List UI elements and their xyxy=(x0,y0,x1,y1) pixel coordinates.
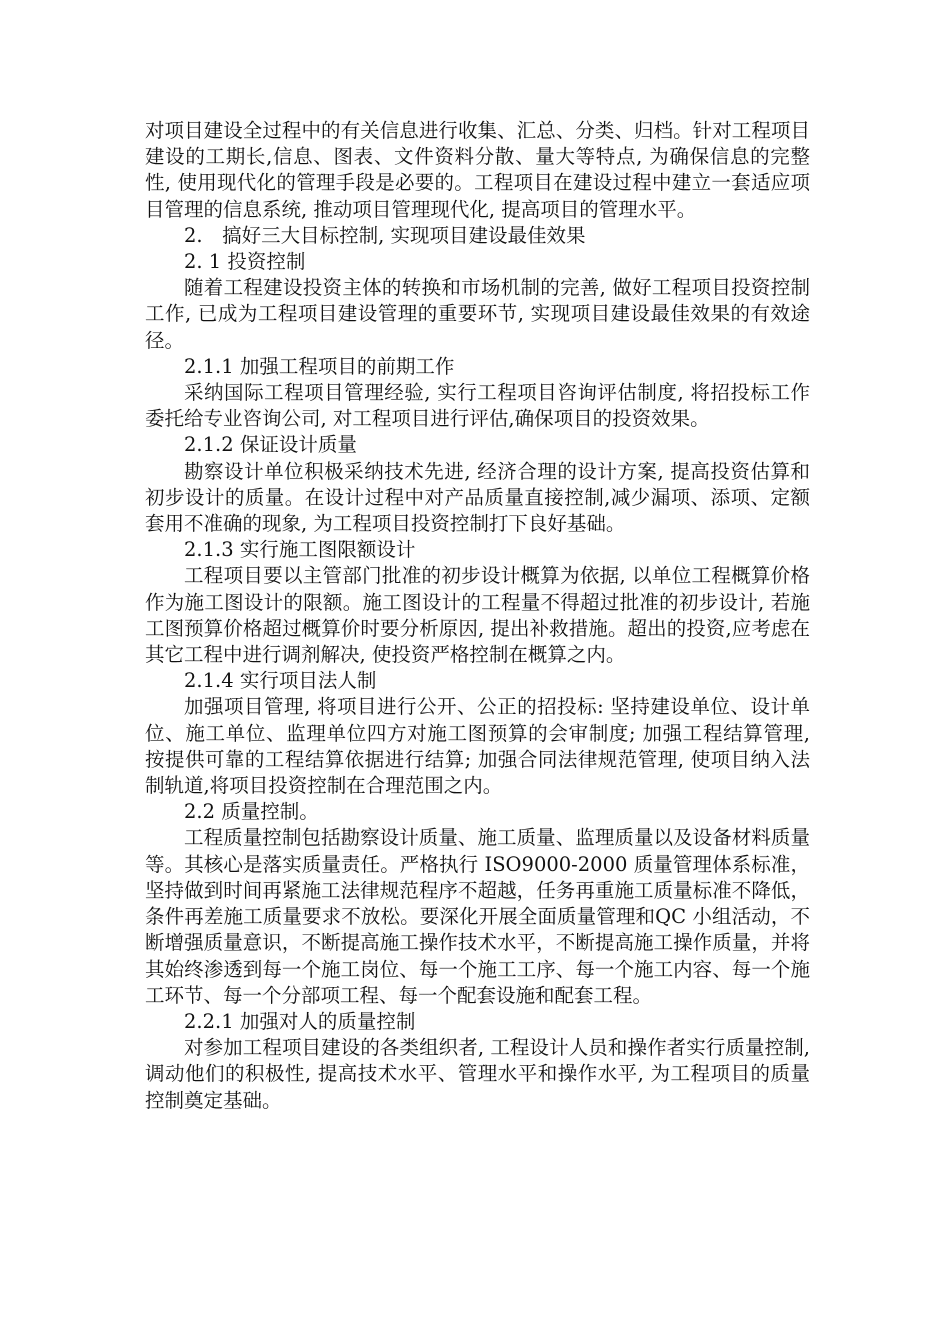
heading-2-2: 2.2 质量控制。 xyxy=(184,800,319,824)
heading-investment-control: 2. 1 投资控制 xyxy=(184,250,306,274)
heading-2-1-4: 2.1.4 实行项目法人制 xyxy=(184,669,377,693)
paragraph-2-2-1: 对参加工程项目建设的各类组织者, 工程设计人员和操作者实行质量控制, 调动他们的积极性, 提高技术水平、管理水平和操作水平, 为工程项目的质量控制奠定基础。 xyxy=(145,1036,810,1112)
paragraph-2-1-3: 工程项目要以主管部门批准的初步设计概算为依据, 以单位工程概算价格作为施工图设计的限额。施工图设计的工程量不得超过批准的初步设计, 若施工图预算价格超过概算价时要分析原因, 提出补救措施。超出的投资,应考虑在其它工程中进行调剂解决, 使投资严格控制在概算之内。 xyxy=(145,564,810,667)
heading-2-2-1: 2.2.1 加强对人的质量控制 xyxy=(184,1009,416,1033)
paragraph-2-2: 工程质量控制包括勘察设计质量、施工质量、监理质量以及设备材料质量等。其核心是落实质量责任。严格执行 ISO9000-2000 质量管理体系标准，坚持做到时间再紧施工法律规范程序不超越，任务再重施工质量标准不降低，条件再差施工质量要求不放松。要深化开展全面质量管理和QC 小组活动，不断增强质量意识，不断提高施工操作技术水平，不断提高施工操作质量，并将其始终渗透到每一个施工岗位、每一个施工工序、每一个施工内容、每一个施工环节、每一个分部项工程、每一个配套设施和配套工程。 xyxy=(145,826,810,1007)
heading-2-1-2: 2.1.2 保证设计质量 xyxy=(184,433,357,457)
paragraph-2-1-2: 勘察设计单位积极采纳技术先进, 经济合理的设计方案, 提高投资估算和初步设计的质量。在设计过程中对产品质量直接控制,减少漏项、添项、定额套用不准确的现象, 为工程项目投资控制打下良好基础。 xyxy=(145,459,810,536)
heading-three-targets: 2. 搞好三大目标控制, 实现项目建设最佳效果 xyxy=(184,223,586,247)
paragraph-investment-control: 随着工程建设投资主体的转换和市场机制的完善, 做好工程项目投资控制工作, 已成为工程项目建设管理的重要环节, 实现项目建设最佳效果的有效途径。 xyxy=(145,276,810,352)
paragraph-2-1-1: 采纳国际工程项目管理经验, 实行工程项目咨询评估制度, 将招投标工作委托给专业咨询公司, 对工程项目进行评估,确保项目的投资效果。 xyxy=(145,381,810,431)
heading-2-1-3: 2.1.3 实行施工图限额设计 xyxy=(184,538,416,562)
document-page xyxy=(145,118,810,1114)
paragraph-2-1-4: 加强项目管理, 将项目进行公开、公正的招投标: 坚持建设单位、设计单位、施工单位、监理单位四方对施工图预算的会审制度; 加强工程结算管理, 按提供可靠的工程结算依据进行结算; 加强合同法律规范管理, 使项目纳入法制轨道,将项目投资控制在合理范围之内。 xyxy=(145,695,810,798)
heading-2-1-1: 2.1.1 加强工程项目的前期工作 xyxy=(184,354,455,378)
paragraph-info-management: 对项目建设全过程中的有关信息进行收集、汇总、分类、归档。针对工程项目建设的工期长,信息、图表、文件资料分散、量大等特点, 为确保信息的完整性, 使用现代化的管理手段是必要的。工程项目在建设过程中建立一套适应项目管理的信息系统, 推动项目管理现代化, 提高项目的管理水平。 xyxy=(145,119,810,221)
